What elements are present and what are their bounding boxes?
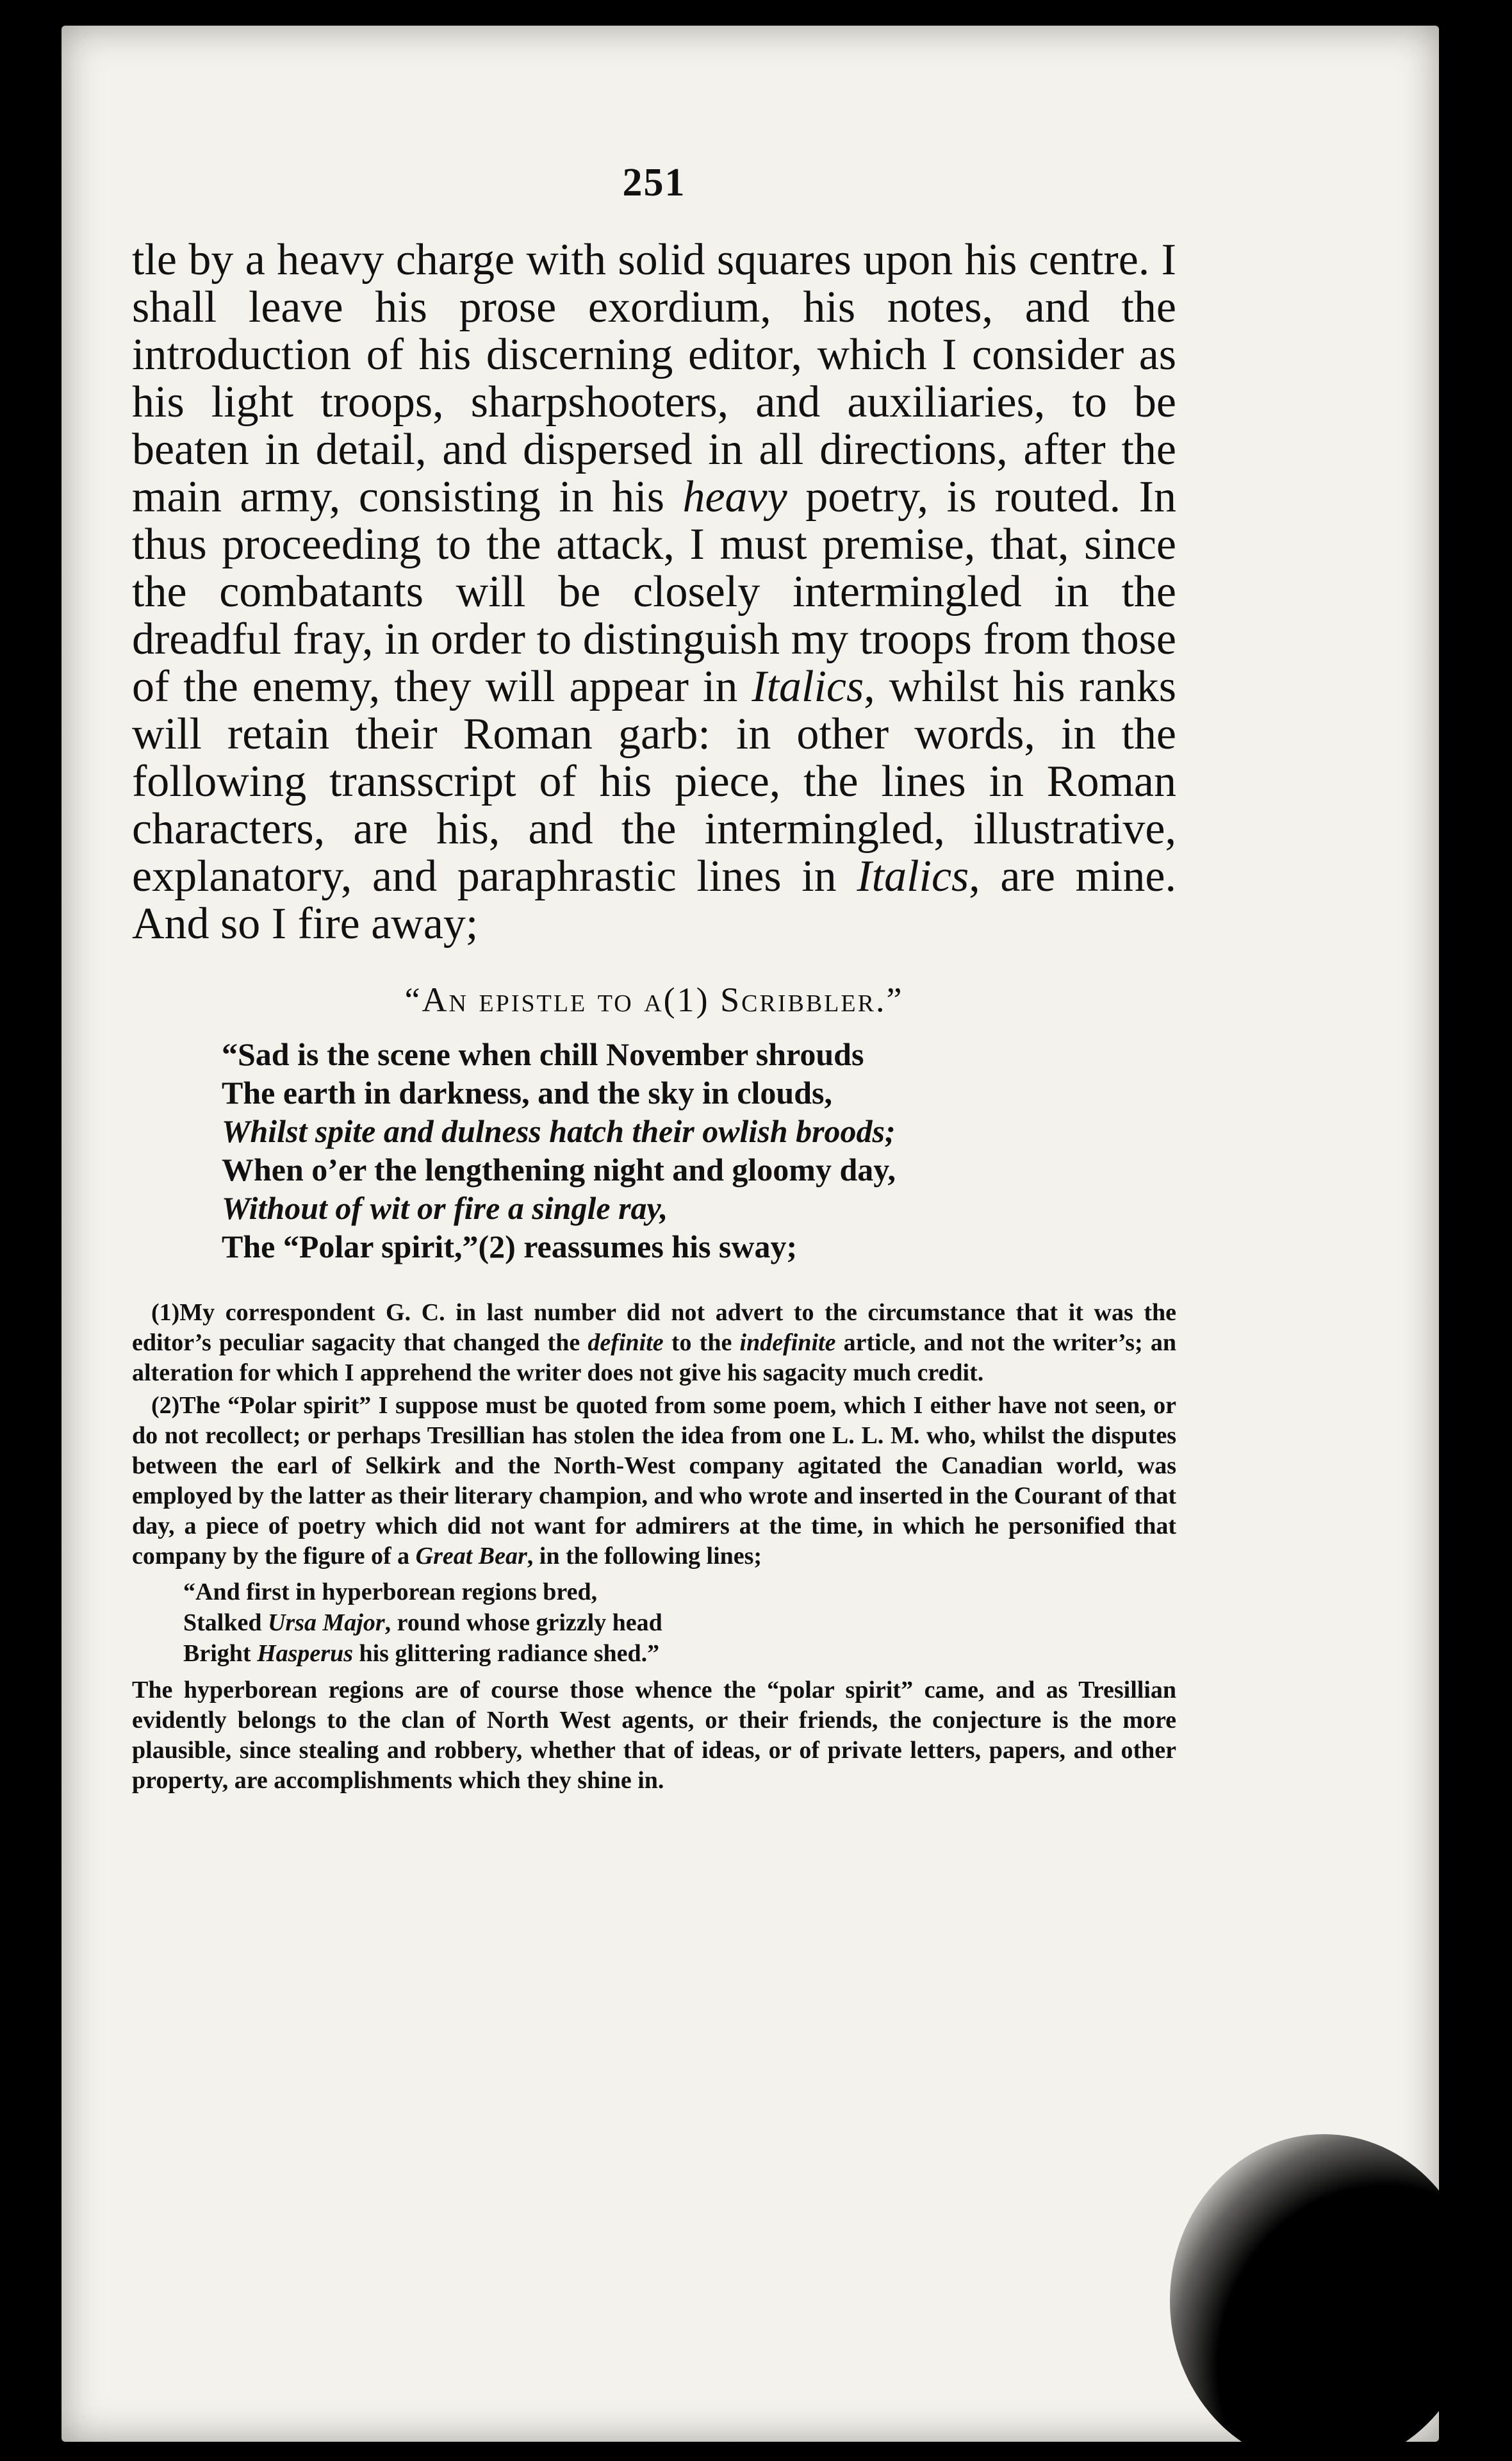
page-content bbox=[132, 160, 1176, 1798]
poem bbox=[222, 1035, 1176, 1266]
verse-text: his glittering radiance shed.” bbox=[352, 1640, 660, 1667]
footnote-2-text: , in the following lines; bbox=[527, 1543, 762, 1570]
poem-line: The “Polar spirit,”(2) reassumes his sway; bbox=[222, 1229, 798, 1264]
footnote-1 bbox=[132, 1298, 1176, 1388]
footnote-verse bbox=[183, 1577, 1176, 1669]
corner-shadow bbox=[1170, 2134, 1439, 2442]
verse-text: Bright bbox=[183, 1640, 258, 1667]
footnote-verse-line: “And first in hyperborean regions bred, bbox=[183, 1579, 598, 1605]
body-text-part-3: , whilst his ranks will retain their Roman garb: in other words, in the following transscript of his piece, the lines in Roman characters, are his, and the intermingled, illustrative, explanatory, and paraphrastic lines in bbox=[132, 662, 1176, 901]
footnote-1-italic-indefinite: indefinite bbox=[739, 1329, 836, 1356]
body-text-part-4: , are mine. And so I fire away; bbox=[132, 852, 1176, 949]
poem-line: “Sad is the scene when chill November shrouds bbox=[222, 1036, 864, 1072]
footnote-1-italic-definite: definite bbox=[588, 1329, 664, 1356]
footnote-1-text: (1)My correspondent G. C. in last number did not advert to the circumstance that it was the editor’s peculiar sagacity that changed the bbox=[132, 1299, 1176, 1356]
verse-italic-hesperus: Hasperus bbox=[257, 1640, 353, 1667]
footnote-2-text: (2)The “Polar spirit” I suppose must be quoted from some poem, which I either have not seen, or do not recollect; or perhaps Tresillian has stolen the idea from one L. L. M. who, whilst the disputes between the earl of Selkirk and the North-West company agitated the Canadian world, was employed by the latter as their literary champion, and who wrote and inserted in the Courant of that day, a piece of poetry which did not want for admirers at the time, in which he personified that company by the figure of a bbox=[132, 1392, 1176, 1570]
body-italic-italics-1: Italics bbox=[752, 662, 864, 711]
footnotes bbox=[132, 1298, 1176, 1796]
page-number: 251 bbox=[622, 161, 686, 204]
body-italic-heavy: heavy bbox=[682, 472, 787, 522]
poem-line-italic: Whilst spite and dulness hatch their owlish broods; bbox=[222, 1113, 896, 1149]
footnote-verse-line bbox=[183, 1607, 1176, 1638]
poem-line: The earth in darkness, and the sky in clouds, bbox=[222, 1075, 833, 1111]
poem-line-italic: Without of wit or fire a single ray, bbox=[222, 1190, 668, 1226]
footnote-2 bbox=[132, 1391, 1176, 1571]
poem-line: When o’er the lengthening night and gloomy day, bbox=[222, 1152, 896, 1188]
footnote-verse-line bbox=[183, 1638, 1176, 1669]
footnote-2-italic-great-bear: Great Bear bbox=[415, 1543, 527, 1570]
verse-text: , round whose grizzly head bbox=[384, 1609, 662, 1636]
body-italic-italics-2: Italics bbox=[857, 852, 969, 901]
verse-text: Stalked bbox=[183, 1609, 268, 1636]
verse-italic-ursa-major: Ursa Major bbox=[267, 1609, 385, 1636]
footnote-1-text: to the bbox=[663, 1329, 740, 1356]
body-text-part-1: tle by a heavy charge with solid squares upon his centre. I shall leave his prose exordium, his notes, and the introduction of his discerning editor, which I consider as his light troops, sharpshooters, and auxiliaries, to be beaten in detail, and dispersed in all directions, after the main army, consisting in his bbox=[132, 235, 1176, 522]
footnote-1-text: article, and not the writer’s; an alteration for which I apprehend the writer does not give his sagacity much credit. bbox=[132, 1329, 1176, 1386]
poem-title: “An epistle to a(1) Scribbler.” bbox=[404, 981, 904, 1019]
footnote-closing: The hyperborean regions are of course those whence the “polar spirit” came, and as Tresillian evidently belongs to the clan of North West agents, or their friends, the conjecture is the more plausible, since stealing and robbery, whether that of ideas, or of private letters, papers, and other property, are accomplishments which they shine in. bbox=[132, 1677, 1176, 1794]
body-paragraph bbox=[132, 236, 1176, 948]
body-text-part-2: poetry, is routed. In thus proceeding to the attack, I must premise, that, since the combatants will be closely intermingled in the dreadful fray, in order to distinguish my troops from those of the enemy, they will appear in bbox=[132, 472, 1176, 711]
book-page bbox=[62, 26, 1439, 2442]
